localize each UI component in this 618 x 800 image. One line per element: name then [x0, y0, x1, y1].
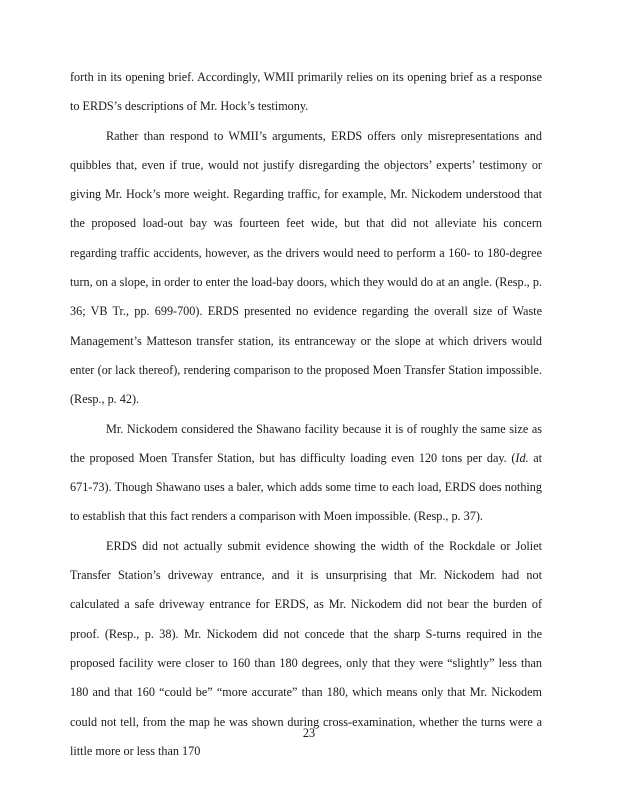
citation-id: Id.	[515, 450, 529, 465]
paragraph-shawano-text-2: at 671-73). Though Shawano uses a baler, which adds some time to each load, ERDS does nothing to establish that this fact renders a comparison with Moen impossible. (Resp., p. 37).	[70, 450, 543, 524]
paragraph-driveway: ERDS did not actually submit evidence showing the width of the Rockdale or Joliet Transfer Station’s driveway entrance, and it is unsurprising that Mr. Nickodem had not calculated a safe driveway entrance for ERDS, as Mr. Nickodem did not bear the burden of proof. (Resp., p. 38). Mr. Nickodem did not concede that the sharp S-turns required in the proposed facility were closer to 160 than 180 degrees, only that they were “slightly” less than 180 and that 160 “could be” “more accurate” than 180, which means only that Mr. Nickodem could not tell, from the map he was shown during cross-examination, whether the turns were a little more or less than 170	[70, 538, 542, 758]
paragraph-shawano-text-1: Mr. Nickodem considered the Shawano facility because it is of roughly the same size as the proposed Moen Transfer Station, but has difficulty loading even 120 tons per day. (	[70, 421, 542, 465]
paragraph-shawano	[70, 415, 542, 532]
paragraph-continuation: forth in its opening brief. Accordingly, WMII primarily relies on its opening brief as a response to ERDS’s descriptions of Mr. Hock’s testimony.	[70, 70, 542, 114]
paragraph-traffic: Rather than respond to WMII’s arguments, ERDS offers only misrepresentations and quibbles that, even if true, would not justify disregarding the objectors’ experts’ testimony or giving Mr. Hock’s more weight. Regarding traffic, for example, Mr. Nickodem understood that the proposed load-out bay was fourteen feet wide, but that did not alleviate his concern regarding traffic accidents, however, as the drivers would need to perform a 160- to 180-degree turn, on a slope, in order to enter the load-bay doors, which they would do at an angle. (Resp., p. 36; VB Tr., pp. 699-700). ERDS presented no evidence regarding the overall size of Waste Management’s Matteson transfer station, its entranceway or the slope at which drivers would enter (or lack thereof), rendering comparison to the proposed Moen Transfer Station impossible. (Resp., p. 42).	[70, 128, 542, 407]
page-number: 23	[302, 726, 316, 740]
body-text	[70, 63, 542, 766]
